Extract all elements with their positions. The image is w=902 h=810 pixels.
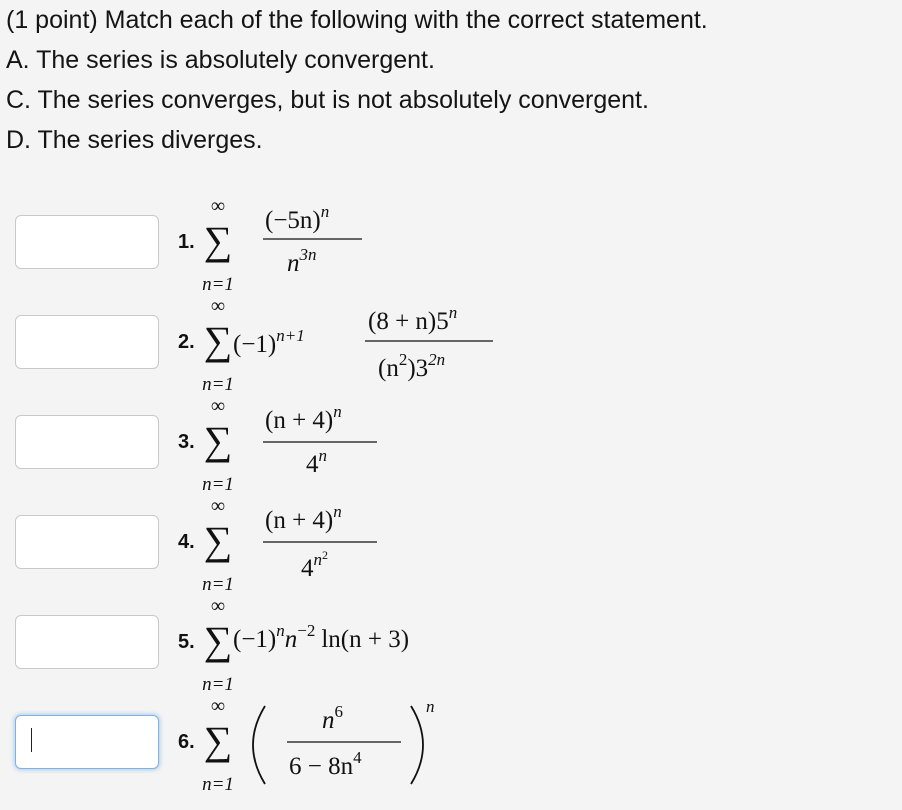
series-term: $(-1)^nn^{-2}$ ln(n + 3)	[233, 621, 410, 653]
numerator: $(n + 4)^n$	[265, 402, 342, 434]
sum-upper-limit: ∞	[210, 195, 226, 217]
item-number-4: 4.	[178, 531, 195, 553]
numerator: $n^6$	[322, 702, 343, 734]
item-number-6: 6.	[178, 731, 195, 753]
numerator: $(-5n)^n$	[265, 202, 330, 234]
series-formula-3	[202, 390, 525, 495]
answer-input-4[interactable]	[15, 515, 159, 569]
sigma-symbol: ∑	[203, 518, 233, 563]
sum-lower-limit: n=1	[202, 374, 234, 395]
left-paren	[253, 706, 265, 784]
denominator: $(n^2)3^{2n}$	[378, 350, 446, 382]
sign-term: $(-1)^{n+1}$	[233, 326, 305, 358]
sigma-symbol: ∑	[203, 218, 233, 263]
denominator: $6 - 8n^4$	[289, 748, 362, 780]
sigma-symbol: ∑	[203, 318, 233, 363]
item-number-5: 5.	[178, 631, 195, 653]
answer-input-3[interactable]	[15, 415, 159, 469]
item-number-2: 2.	[178, 331, 195, 353]
sum-upper-limit: ∞	[210, 495, 226, 517]
denominator: $4^{n2}$	[301, 548, 328, 582]
denominator: $n^{3n}$	[287, 245, 317, 277]
sum-upper-limit: ∞	[210, 295, 226, 317]
text-cursor	[31, 728, 32, 752]
series-formula-4	[202, 490, 525, 595]
right-paren	[411, 706, 423, 784]
answer-input-1[interactable]	[15, 215, 159, 269]
problem-statement	[6, 0, 896, 160]
series-formula-5	[202, 590, 525, 695]
option-c: C. The series converges, but is not absolutely convergent.	[6, 86, 649, 114]
sum-upper-limit: ∞	[210, 695, 226, 717]
numerator: $(n + 4)^n$	[265, 502, 342, 534]
denominator: 4$^n$	[306, 446, 327, 478]
problem-title: (1 point) Match each of the following with the correct statement.	[6, 6, 708, 34]
item-number-1: 1.	[178, 231, 195, 253]
answer-input-5[interactable]	[15, 615, 159, 669]
option-d: D. The series diverges.	[6, 126, 263, 154]
sum-upper-limit: ∞	[210, 595, 226, 617]
item-number-3: 3.	[178, 431, 195, 453]
answer-input-2[interactable]	[15, 315, 159, 369]
sum-lower-limit: n=1	[202, 474, 234, 495]
series-formula-6	[202, 690, 525, 795]
sigma-symbol: ∑	[203, 718, 233, 763]
sum-lower-limit: n=1	[202, 674, 234, 695]
numerator: $(8 + n)5^n$	[368, 303, 458, 335]
option-a: A. The series is absolutely convergent.	[6, 46, 435, 74]
series-formula-1	[202, 190, 525, 295]
sigma-symbol: ∑	[203, 418, 233, 463]
sum-upper-limit: ∞	[210, 395, 226, 417]
outer-exponent: n	[426, 697, 435, 716]
sigma-symbol: ∑	[203, 618, 233, 663]
answer-input-6[interactable]	[15, 715, 159, 769]
sum-lower-limit: n=1	[202, 274, 234, 295]
series-formula-2	[202, 290, 525, 395]
sum-lower-limit: n=1	[202, 574, 234, 595]
sum-lower-limit: n=1	[202, 774, 234, 795]
